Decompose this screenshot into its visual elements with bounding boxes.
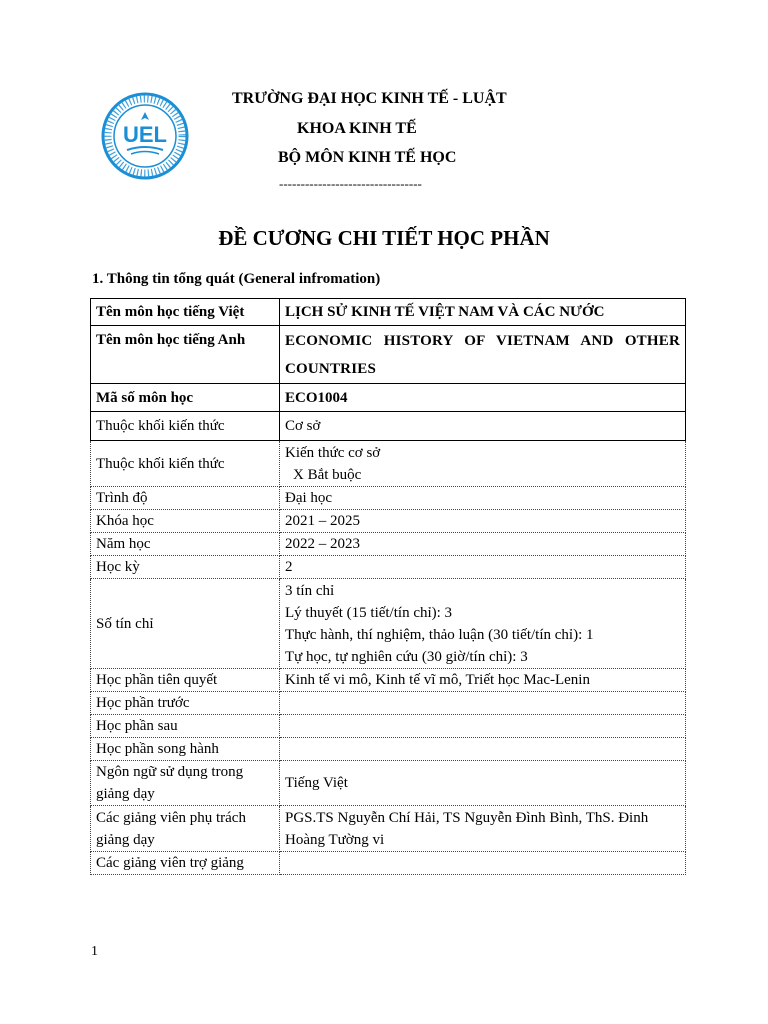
table-row (91, 579, 686, 669)
uel-logo (101, 92, 189, 180)
row-value: ECO1004 (280, 384, 686, 412)
general-info-table (90, 298, 686, 875)
row-label: Học phần sau (91, 715, 280, 738)
table-row (91, 326, 686, 384)
university-name: TRƯỜNG ĐẠI HỌC KINH TẾ - LUẬT (232, 90, 507, 107)
row-label: Năm học (91, 533, 280, 556)
row-label: Học phần tiên quyết (91, 669, 280, 692)
table-row (91, 412, 686, 441)
row-value (280, 692, 686, 715)
table-row (91, 738, 686, 761)
row-label: Các giảng viên trợ giảng (91, 852, 280, 875)
row-value: Cơ sở (280, 412, 686, 441)
row-label: Tên môn học tiếng Anh (91, 326, 280, 384)
row-label: Thuộc khối kiến thức (91, 412, 280, 441)
row-value: Đại học (280, 487, 686, 510)
row-label: Thuộc khối kiến thức (91, 441, 280, 487)
row-value: Tiếng Việt (280, 761, 686, 806)
table-row (91, 852, 686, 875)
row-label: Số tín chỉ (91, 579, 280, 669)
table-row (91, 510, 686, 533)
row-value (280, 579, 686, 669)
row-value (280, 441, 686, 487)
header-separator: --------------------------------- (279, 176, 422, 191)
table-row (91, 533, 686, 556)
faculty-name: KHOA KINH TẾ (297, 120, 417, 137)
en-name-line2: COUNTRIES (285, 360, 376, 377)
row-label: Mã số môn học (91, 384, 280, 412)
section-title: 1. Thông tin tổng quát (92, 271, 235, 287)
row-value (280, 738, 686, 761)
table-row (91, 715, 686, 738)
row-label: Ngôn ngữ sử dụng trong giảng dạy (91, 761, 280, 806)
table-row (91, 692, 686, 715)
credits-total: 3 tín chỉ (285, 582, 335, 599)
row-value: 2021 – 2025 (280, 510, 686, 533)
credits-theory: Lý thuyết (15 tiết/tín chỉ): 3 (285, 604, 453, 621)
row-label: Trình độ (91, 487, 280, 510)
row-label: Học kỳ (91, 556, 280, 579)
row-value: PGS.TS Nguyễn Chí Hải, TS Nguyễn Đình Bình, ThS. Đinh Hoàng Tường vi (280, 806, 686, 852)
block-value-line1: Kiến thức cơ sở (285, 444, 381, 461)
credits-self-study: Tự học, tự nghiên cứu (30 giờ/tín chỉ): 3 (285, 648, 528, 665)
table-row (91, 384, 686, 412)
row-value (280, 326, 686, 384)
section-heading (92, 271, 380, 288)
row-value: 2022 – 2023 (280, 533, 686, 556)
row-value (280, 852, 686, 875)
row-label: Học phần trước (91, 692, 280, 715)
row-label: Tên môn học tiếng Việt (91, 299, 280, 326)
table-row (91, 556, 686, 579)
table-row (91, 669, 686, 692)
section-subtitle: (General infromation) (238, 271, 381, 287)
department-name: BỘ MÔN KINH TẾ HỌC (278, 149, 457, 166)
table-row (91, 441, 686, 487)
table-row (91, 761, 686, 806)
row-label: Học phần song hành (91, 738, 280, 761)
logo-text: UEL (123, 122, 167, 147)
row-label: Khóa học (91, 510, 280, 533)
table-row (91, 806, 686, 852)
row-value: LỊCH SỬ KINH TẾ VIỆT NAM VÀ CÁC NƯỚC (280, 299, 686, 326)
en-name-line1: ECONOMIC HISTORY OF VIETNAM AND OTHER (285, 332, 680, 349)
credits-practice: Thực hành, thí nghiệm, thảo luận (30 tiết/tín chỉ): 1 (285, 626, 594, 643)
row-label: Các giảng viên phụ trách giảng dạy (91, 806, 280, 852)
page-number: 1 (91, 944, 98, 959)
row-value (280, 715, 686, 738)
table-row (91, 487, 686, 510)
row-value: Kinh tế vi mô, Kinh tế vĩ mô, Triết học Mac-Lenin (280, 669, 686, 692)
table-row (91, 299, 686, 326)
document-title: ĐỀ CƯƠNG CHI TIẾT HỌC PHẦN (218, 226, 550, 250)
block-value-line2: X Bắt buộc (293, 466, 362, 483)
row-value: 2 (280, 556, 686, 579)
